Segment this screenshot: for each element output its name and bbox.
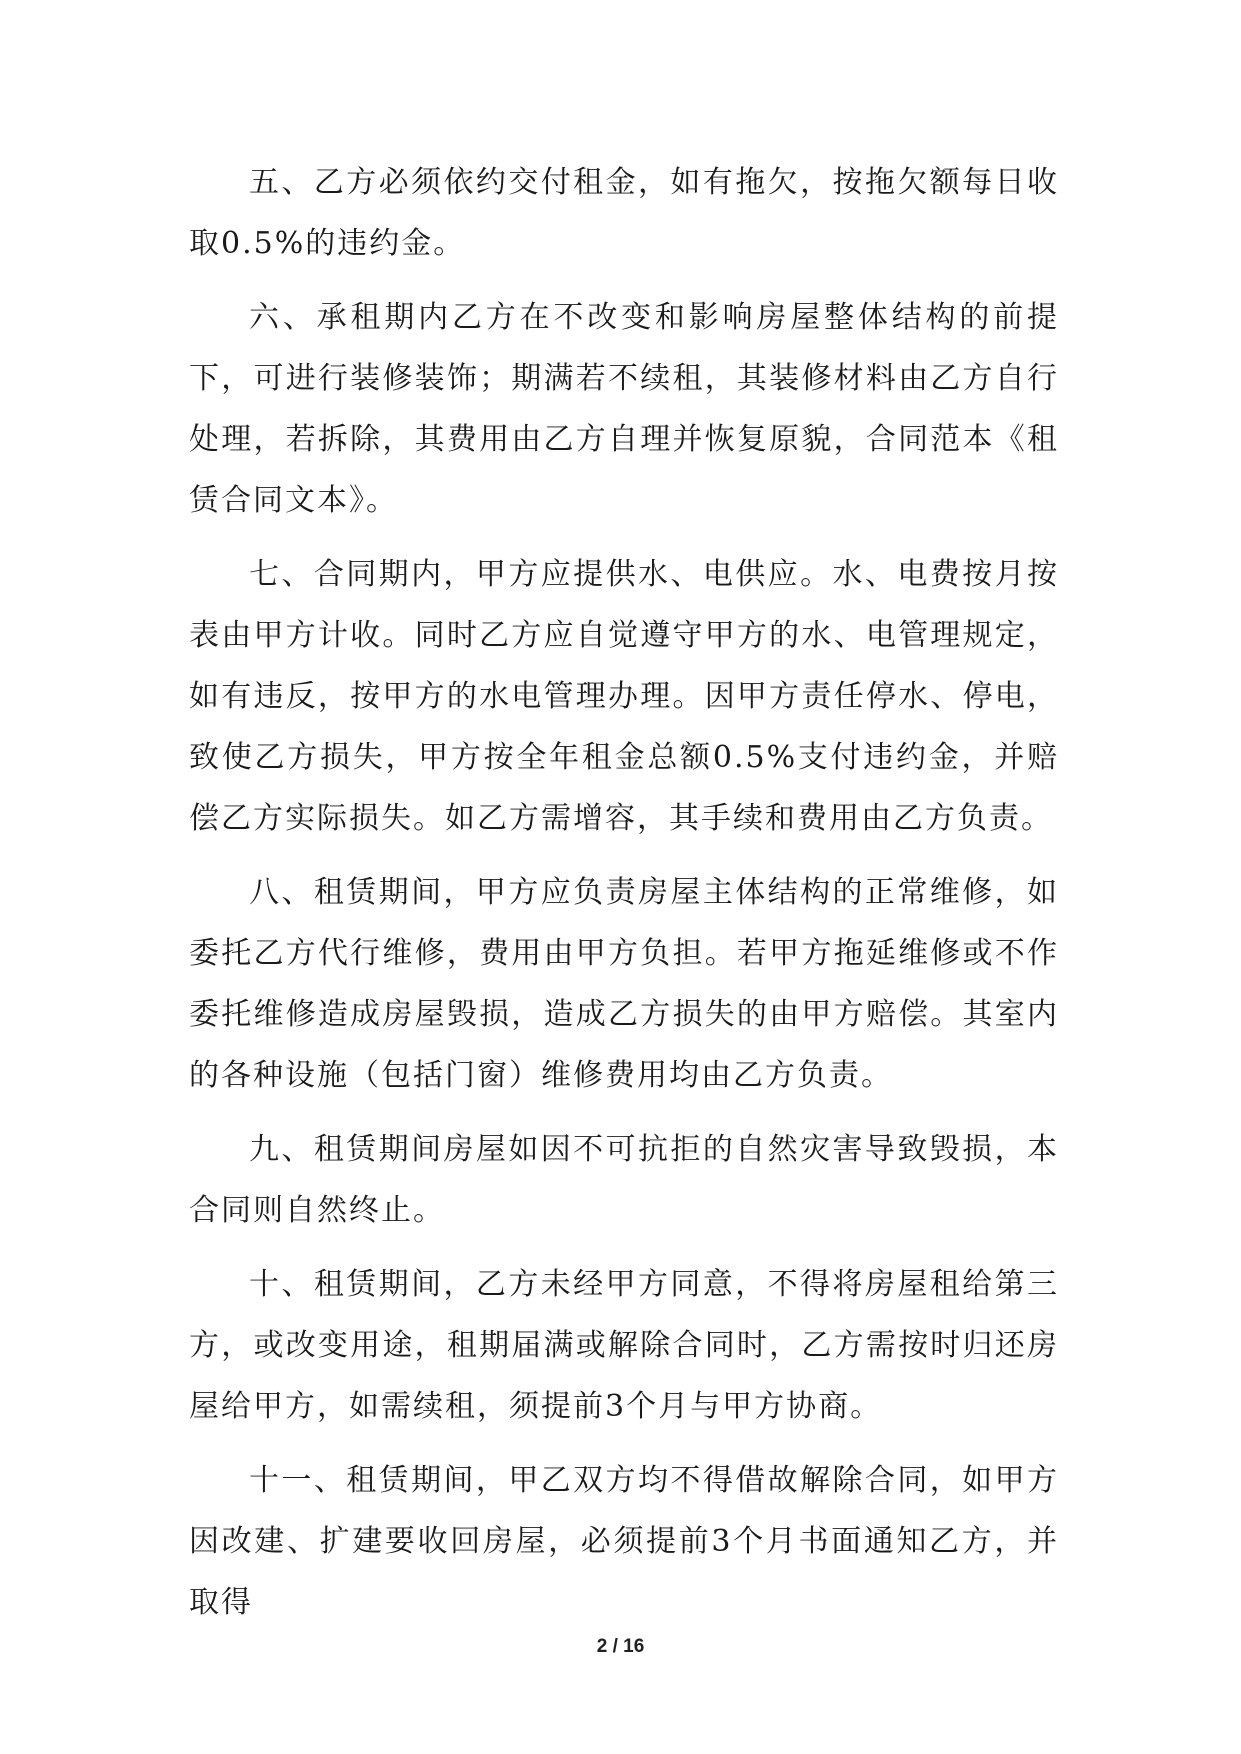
clause-9-paragraph: 九、租赁期间房屋如因不可抗拒的自然灾害导致毁损，本合同则自然终止。	[189, 1132, 1059, 1228]
clause-11-paragraph: 十一、租赁期间，甲乙双方均不得借故解除合同，如甲方因改建、扩建要收回房屋，必须提前3个月书面通知乙方，并取得	[189, 1463, 1059, 1620]
clause-5-paragraph: 五、乙方必须依约交付租金，如有拖欠，按拖欠额每日收取0.5%的违约金。	[189, 165, 1059, 261]
page-number: 2 / 16	[596, 1636, 645, 1657]
clause-8-paragraph: 八、租赁期间，甲方应负责房屋主体结构的正常维修，如委托乙方代行维修，费用由甲方负担。若甲方拖延维修或不作委托维修造成房屋毁损，造成乙方损失的由甲方赔偿。其室内的各种设施（包括门窗）维修费用均由乙方负责。	[189, 875, 1059, 1093]
clause-10-paragraph: 十、租赁期间，乙方未经甲方同意，不得将房屋租给第三方，或改变用途，租期届满或解除合同时，乙方需按时归还房屋给甲方，如需续租，须提前3个月与甲方协商。	[189, 1267, 1059, 1424]
clause-6-paragraph: 六、承租期内乙方在不改变和影响房屋整体结构的前提下，可进行装修装饰；期满若不续租，其装修材料由乙方自行处理，若拆除，其费用由乙方自理并恢复原貌，合同范本《租赁合同文本》。	[189, 300, 1059, 518]
document-body	[189, 152, 1059, 1646]
clause-7-paragraph: 七、合同期内，甲方应提供水、电供应。水、电费按月按表由甲方计收。同时乙方应自觉遵守甲方的水、电管理规定，如有违反，按甲方的水电管理办理。因甲方责任停水、停电，致使乙方损失，甲方按全年租金总额0.5%支付违约金，并赔偿乙方实际损失。如乙方需增容，其手续和费用由乙方负责。	[189, 557, 1059, 836]
